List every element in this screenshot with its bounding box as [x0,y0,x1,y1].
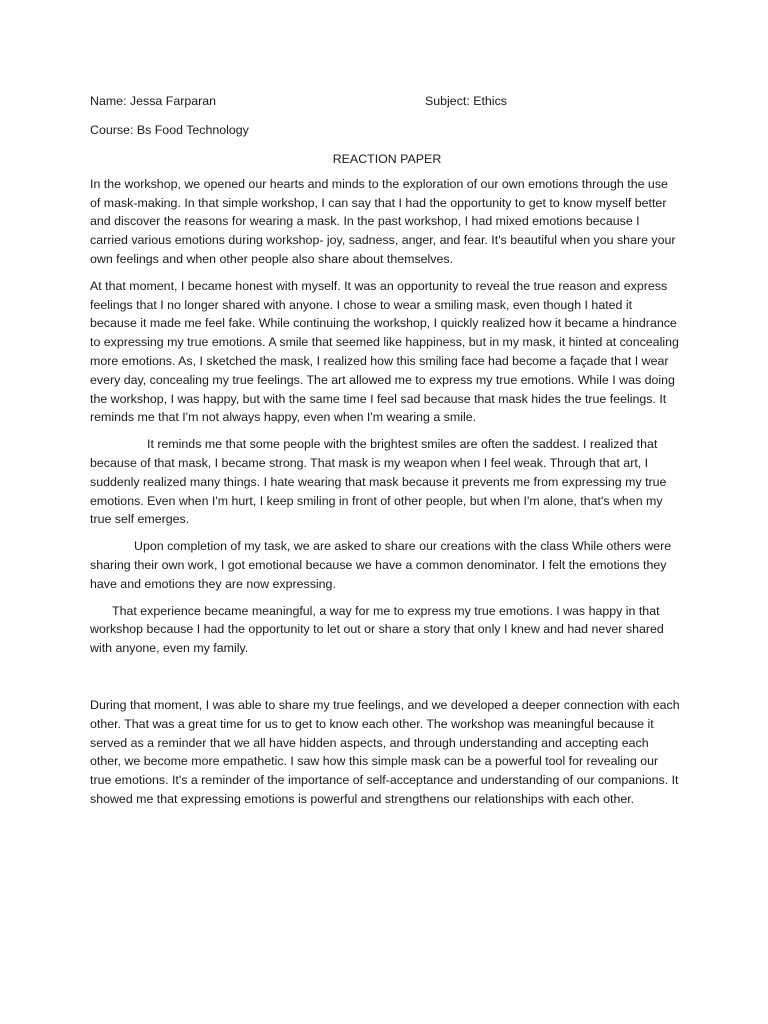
blank-line [90,666,680,696]
subject-label: Subject: Ethics [425,94,507,108]
paragraph-2: At that moment, I became honest with myself. It was an opportunity to reveal the true reason and express feelings that I no longer shared with anyone. I chose to wear a smiling mask, even though I hated it because it made me feel fake. While continuing the workshop, I quickly realized how it became a hindrance to expressing my true emotions. A smile that seemed like happiness, but in my mask, it hinted at concealing more emotions. As, I sketched the mask, I realized how this smiling face had become a façade that I wear every day, concealing my true feelings. The art allowed me to express my true emotions. While I was doing the workshop, I was happy, but with the same time I feel sad because that mask hides the true feelings. It reminds me that I'm not always happy, even when I'm wearing a smile. [90,278,679,425]
paragraph-5: That experience became meaningful, a way for me to express my true emotions. I was happy in that workshop because I had the opportunity to let out or share a story that only I knew and had never shared with anyone, even my family. [90,603,664,656]
paragraph-1: In the workshop, we opened our hearts and minds to the exploration of our own emotions through the use of mask-making. In that simple workshop, I can say that I had the opportunity to get to know myself better and discover the reasons for wearing a mask. In the past workshop, I had mixed emotions because I carried various emotions during workshop- joy, sadness, anger, and fear. It's beautiful when you share your own feelings and when other people also share about themselves. [90,176,676,266]
student-name: Name: Jessa Farparan [90,94,217,108]
header-row [90,92,680,111]
paragraph-6: During that moment, I was able to share my true feelings, and we developed a deeper connection with each other. That was a great time for us to get to know each other. The workshop was meaningful because it served as a reminder that we all have hidden aspects, and through understanding and accepting each other, we become more empathetic. I saw how this simple mask can be a powerful tool for revealing our true emotions. It's a reminder of the importance of self-acceptance and understanding of our companions. It showed me that expressing emotions is powerful and strengthens our relationships with each other. [90,697,680,806]
paper-title: REACTION PAPER [332,152,442,166]
course-label: Course: Bs Food Technology [90,123,249,137]
document-page [90,92,680,817]
paragraph-3: It reminds me that some people with the brightest smiles are often the saddest. I realized that because of that mask, I became strong. That mask is my weapon when I feel weak. Through that art, I suddenly realized many things. I hate wearing that mask because it prevents me from expressing my true emotions. Even when I'm hurt, I keep smiling in front of other people, but when I'm alone, that's when my true self emerges. [90,437,667,527]
paragraph-4: Upon completion of my task, we are asked to share our creations with the class While others were sharing their own work, I got emotional because we have a common denominator. I felt the emotions they have and emotions they are now expressing. [90,539,672,591]
